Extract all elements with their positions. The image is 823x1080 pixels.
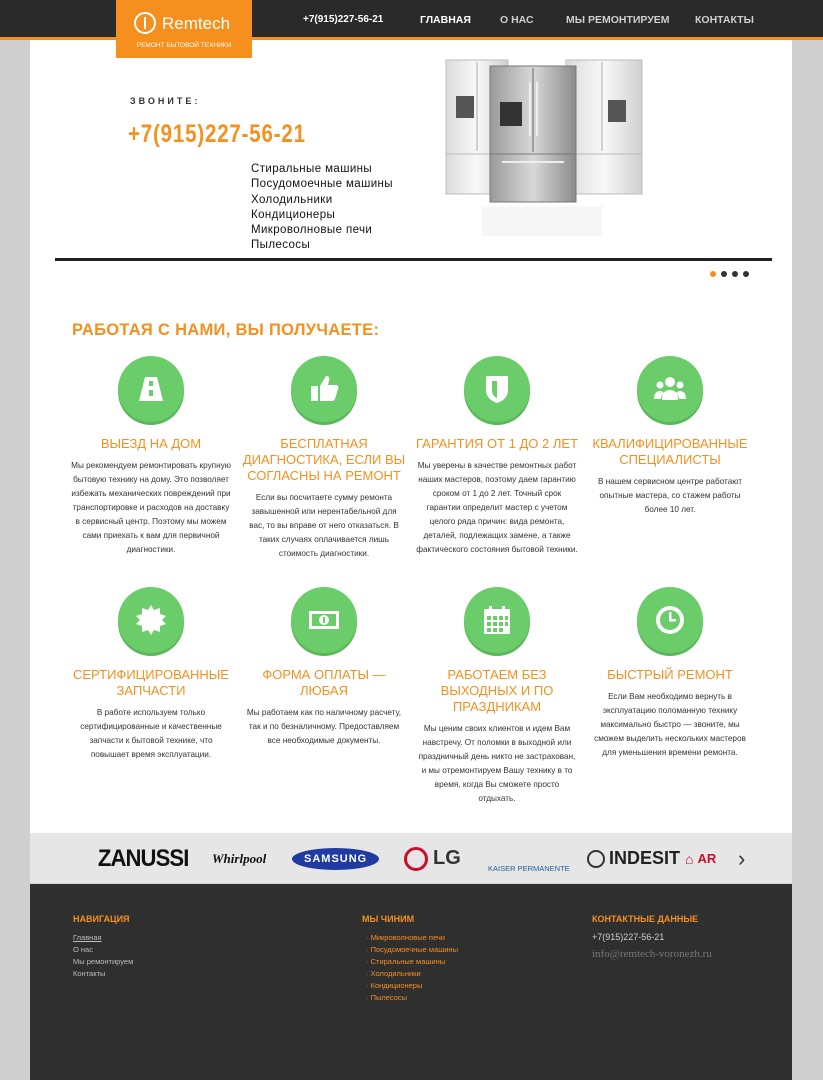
footer-repair-list <box>366 932 458 1004</box>
nav-repairs[interactable]: МЫ РЕМОНТИРУЕМ <box>566 14 670 26</box>
users-icon <box>637 356 703 422</box>
feature-card <box>239 356 409 561</box>
hero-phone[interactable]: +7(915)227-56-21 <box>128 120 306 148</box>
top-bar <box>0 0 823 49</box>
slider-dot[interactable] <box>721 271 727 277</box>
footer-repair-item[interactable]: · Стиральные машины <box>366 956 458 968</box>
feature-title: КВАЛИФИЦИРОВАННЫЕ СПЕЦИАЛИСТЫ <box>592 436 748 467</box>
money-icon <box>291 587 357 653</box>
feature-title: БЕСПЛАТНАЯ ДИАГНОСТИКА, ЕСЛИ ВЫ СОГЛАСНЫ НА РЕМОНТ <box>242 436 406 483</box>
footer-repair-title: МЫ ЧИНИМ <box>362 914 415 924</box>
service-item: Холодильники <box>251 193 333 206</box>
footer-nav-about[interactable]: О нас <box>73 945 93 954</box>
feature-text: В нашем сервисном центре работают опытные мастера, со стажем работы более 10 лет. <box>598 477 742 514</box>
refrigerators-image <box>442 56 644 246</box>
services-list <box>251 162 393 254</box>
service-item: Кондиционеры <box>251 208 336 221</box>
feature-card <box>585 356 755 517</box>
clock-icon <box>637 587 703 653</box>
service-item: Пылесосы <box>251 239 311 252</box>
shield-icon <box>464 356 530 422</box>
feature-title: ФОРМА ОПЛАТЫ — ЛЮБАЯ <box>262 667 386 698</box>
footer <box>30 884 792 1080</box>
brand-samsung[interactable]: SAMSUNG <box>292 833 379 884</box>
footer-repair-item[interactable]: · Пылесосы <box>366 992 458 1004</box>
service-item: Микроволновые печи <box>251 224 373 237</box>
feature-title: ВЫЕЗД НА ДОМ <box>100 436 202 451</box>
footer-nav-repairs[interactable]: Мы ремонтируем <box>73 957 134 966</box>
feature-card <box>412 587 582 806</box>
feature-card <box>66 356 236 557</box>
calendar-icon <box>464 587 530 653</box>
brand-whirlpool[interactable]: Whirlpool <box>212 850 267 866</box>
footer-contacts-title: КОНТАКТНЫЕ ДАННЫЕ <box>592 914 699 924</box>
slider-dot[interactable] <box>743 271 749 277</box>
footer-repair-item[interactable]: · Посудомоечные машины <box>366 944 458 956</box>
footer-repair-item[interactable]: · Кондиционеры <box>366 980 458 992</box>
service-item: Посудомоечные машины <box>251 178 393 191</box>
logo[interactable] <box>116 0 252 58</box>
logo-name: Remtech <box>162 14 231 33</box>
thumbs-up-icon <box>291 356 357 422</box>
hero-divider <box>55 258 772 261</box>
feature-text: Мы рекомендуем ремонтировать крупную бытовую технику на дому. Это позволяет избежать механических повреждений при транспортировке и расходов на доставку в сервисный центр. Поэтому мы можем сами приехать к вам для первичной диагностики. <box>71 461 231 554</box>
certificate-icon <box>118 587 184 653</box>
benefits-title: РАБОТАЯ С НАМИ, ВЫ ПОЛУЧАЕТЕ: <box>72 321 380 339</box>
call-label: ЗВОНИТЕ: <box>130 96 201 106</box>
footer-nav-contacts[interactable]: Контакты <box>73 969 106 978</box>
footer-nav-list <box>73 932 133 980</box>
carousel-next-arrow-icon[interactable]: › <box>738 846 746 871</box>
feature-card <box>239 587 409 748</box>
footer-nav-title: НАВИГАЦИЯ <box>73 914 130 924</box>
slider-dots <box>710 271 749 277</box>
lg-logo-icon <box>404 847 428 871</box>
footer-repair-item[interactable]: · Холодильники <box>366 968 458 980</box>
slider-dot[interactable] <box>732 271 738 277</box>
feature-title: ГАРАНТИЯ ОТ 1 ДО 2 ЛЕТ <box>415 436 578 451</box>
service-item: Стиральные машины <box>251 163 373 175</box>
footer-email[interactable]: info@remtech-voronezh.ru <box>592 948 712 960</box>
indesit-logo-icon <box>587 850 605 868</box>
feature-text: В работе используем только сертифицированные и качественные запчасти к бытовой технике, что повышает время эксплуатации. <box>80 708 222 759</box>
footer-nav-home[interactable]: Главная <box>73 933 102 942</box>
header-phone[interactable]: +7(915)227-56-21 <box>303 14 384 25</box>
feature-text: Мы уверены в качестве ремонтных работ наших мастеров, поэтому даем гарантию сроком от 1 до 2 лет. Точный срок гарантии определит мастер с учетом целого ряда причин: вида ремонта, деталей, подлежащих замене, а также фактического состояния бытовой техники. <box>416 461 578 554</box>
brand-ar[interactable]: ⌂ AR <box>685 850 717 867</box>
feature-title: БЫСТРЫЙ РЕМОНТ <box>607 667 733 682</box>
brand-indesit[interactable]: INDESIT <box>587 833 680 884</box>
feature-title: СЕРТИФИЦИРОВАННЫЕ ЗАПЧАСТИ <box>73 667 229 698</box>
brand-kaiser[interactable]: KAISER PERMANENTE <box>488 864 570 873</box>
feature-text: Если Вам необходимо вернуть в эксплуатацию поломанную технику максимально быстро — звоните, мы сможем выделить нескольких мастеров для уменьшения времени ремонта. <box>594 692 746 757</box>
feature-card <box>66 587 236 762</box>
road-icon <box>118 356 184 422</box>
feature-card <box>412 356 582 557</box>
slider-dot[interactable] <box>710 271 716 277</box>
nav-contacts[interactable]: КОНТАКТЫ <box>695 14 754 26</box>
feature-text: Если вы посчитаете сумму ремонта завышенной или нерентабельной для вас, то вы вправе от него отказаться. В таких случаях оплачивается лишь стоимость диагностики. <box>249 493 399 558</box>
footer-phone[interactable]: +7(915)227-56-21 <box>592 932 665 942</box>
nav-about[interactable]: О НАС <box>500 14 534 26</box>
house-logo-icon: ⌂ <box>685 850 694 867</box>
brand-lg[interactable]: LG <box>404 833 461 884</box>
footer-repair-item[interactable]: · Микроволновые печи <box>366 932 458 944</box>
logo-tagline: РЕМОНТ БЫТОВОЙ ТЕХНИКИ <box>136 42 232 49</box>
feature-text: Мы работаем как по наличному расчету, так и по безналичному. Предоставляем все необходимые документы. <box>246 708 402 745</box>
power-logo-icon <box>134 12 156 34</box>
nav-home[interactable]: ГЛАВНАЯ <box>420 14 471 26</box>
feature-title: РАБОТАЕМ БЕЗ ВЫХОДНЫХ И ПО ПРАЗДНИКАМ <box>440 667 554 714</box>
brand-zanussi[interactable]: ZANUSSI <box>97 844 189 872</box>
brands-carousel <box>30 833 792 884</box>
feature-card <box>585 587 755 760</box>
feature-text: Мы ценим своих клиентов и идем Вам навстречу. От поломки в выходной или праздничный день никто не застрахован, и мы отремонтируем Вашу технику в то время, когда Вы сможете просто отдыхать. <box>418 724 576 803</box>
